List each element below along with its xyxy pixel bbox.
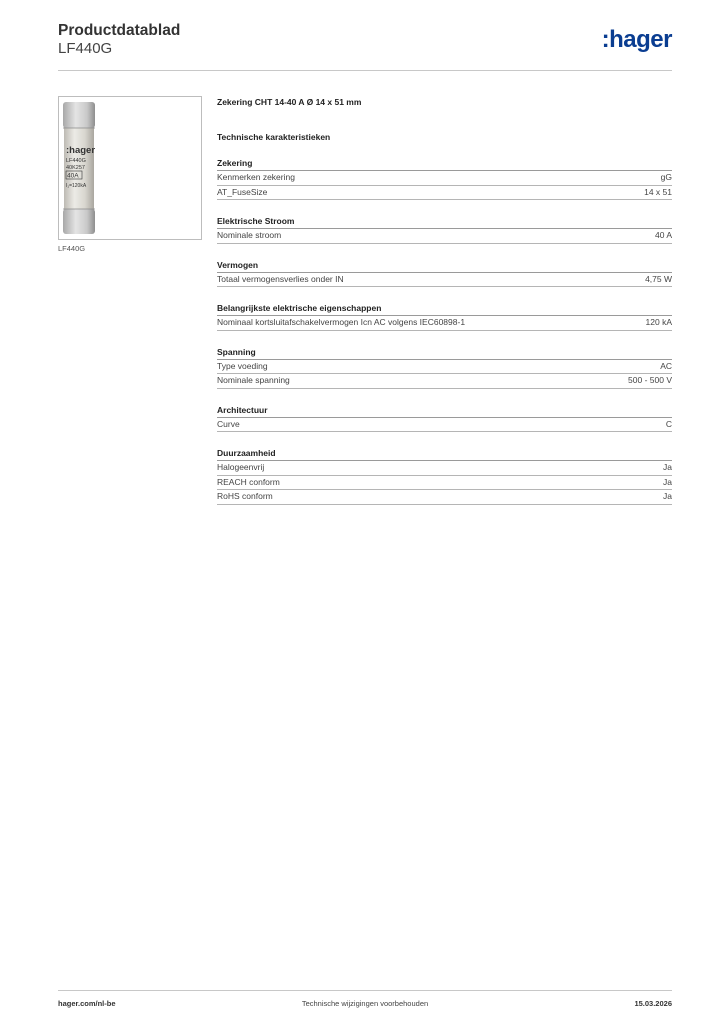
product-code: LF440G [58,40,113,57]
footer-date: 15.03.2026 [634,999,672,1008]
spec-label: Nominaal kortsluitafschakelvermogen Icn AC volgens IEC60898-1 [217,317,466,327]
spec-label: Curve [217,418,240,429]
spec-label: REACH conform [217,476,280,487]
spec-value: 4,75 W [645,273,672,284]
section-title: Belangrijkste elektrische eigenschappen [217,302,672,316]
section-title: Elektrische Stroom [217,215,672,229]
fuse-text-line-2: 40K257 [66,165,85,171]
spec-row [217,273,672,288]
document-title: Productdatablad [58,22,181,39]
spec-section [217,447,672,505]
spec-section [217,259,672,288]
spec-value: Ja [663,462,672,472]
fuse-text-line-3: 40A [67,172,79,180]
spec-value: 500 - 500 V [628,375,672,385]
hager-logo: :hager [601,26,672,53]
spec-row [217,490,672,505]
section-title: Spanning [217,346,672,360]
fuse-text-line-1: LF440G [66,158,86,164]
spec-value: Ja [663,491,672,501]
spec-value: C [665,418,672,429]
section-title: Duurzaamheid [217,447,672,461]
footer-url: hager.com/nl-be [58,999,116,1008]
page-header [58,22,672,71]
spec-label: Type voeding [217,360,268,371]
spec-row [217,461,672,476]
tech-characteristics-heading: Technische karakteristieken [217,132,331,142]
spec-label: Nominale stroom [217,230,282,240]
spec-row [217,229,672,244]
spec-sections [217,157,672,505]
page-footer [58,990,672,1013]
spec-row [217,418,672,433]
product-image-frame [58,96,202,240]
spec-label: Totaal vermogensverlies onder IN [217,273,344,284]
section-title: Vermogen [217,259,672,273]
spec-section [217,404,672,433]
spec-row [217,360,672,375]
spec-section [217,215,672,244]
fuse-bottom-cap [63,209,95,234]
spec-label: Halogeenvrij [217,462,265,472]
spec-label: AT_FuseSize [217,186,268,197]
spec-value: Ja [663,476,672,487]
spec-row [217,476,672,491]
spec-content [217,96,672,505]
spec-row [217,186,672,201]
fuse-text-line-4: I₁=120kA [66,183,87,189]
section-title: Architectuur [217,404,672,418]
spec-section [217,302,672,331]
spec-row [217,171,672,186]
spec-section [217,346,672,389]
spec-row [217,316,672,331]
fuse-image [59,97,201,239]
spec-value: gG [660,172,672,182]
product-name: Zekering CHT 14-40 A Ø 14 x 51 mm [217,97,362,107]
section-title: Zekering [217,157,672,171]
spec-label: Nominale spanning [217,375,290,385]
spec-row [217,374,672,389]
fuse-top-cap [63,102,95,128]
fuse-brand-text: :hager [66,145,96,156]
spec-value: 40 A [654,230,672,240]
spec-label: RoHS conform [217,491,273,501]
footer-notice: Technische wijzigingen voorbehouden [301,999,429,1008]
spec-label: Kenmerken zekering [217,172,295,182]
image-caption: LF440G [58,244,86,253]
spec-value: AC [660,360,672,371]
spec-value: 120 kA [645,317,672,327]
spec-section [217,157,672,200]
spec-value: 14 x 51 [644,186,672,197]
